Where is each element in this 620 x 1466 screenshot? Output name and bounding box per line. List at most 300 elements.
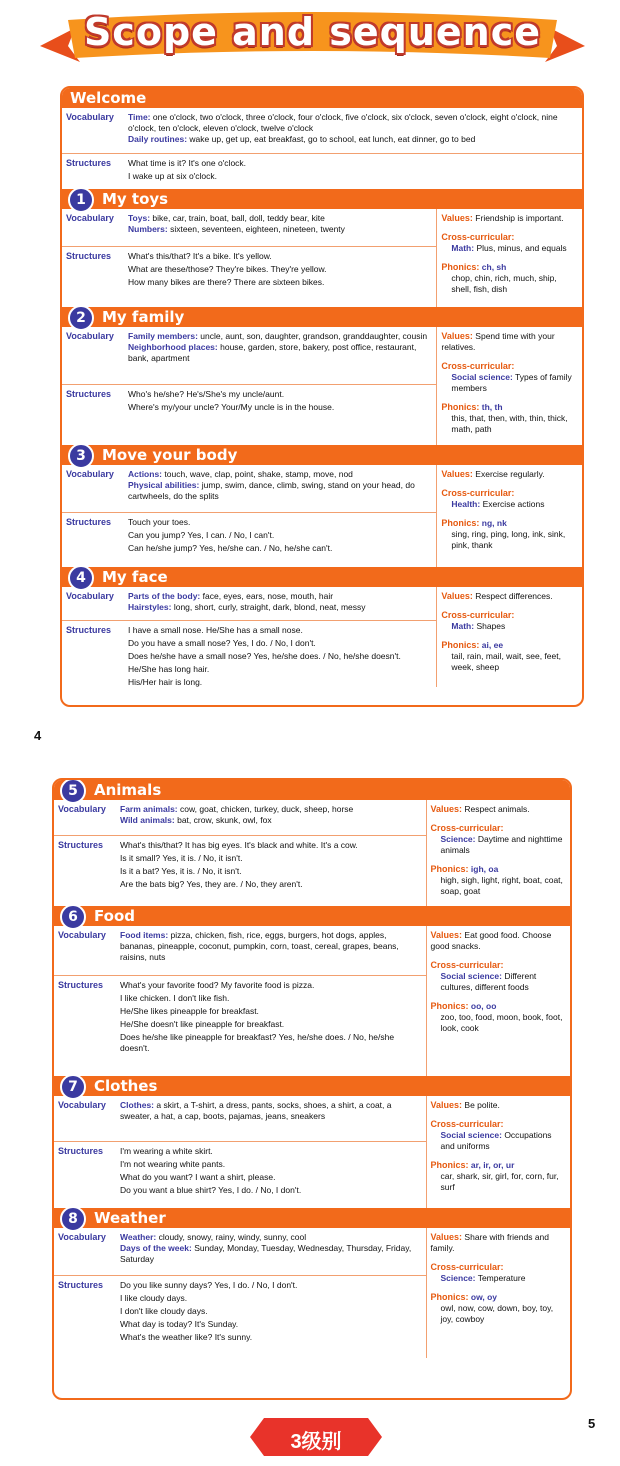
values-text: Respect differences. bbox=[475, 591, 553, 601]
values-text: Be polite. bbox=[464, 1100, 500, 1110]
vocabulary-line bbox=[120, 1243, 422, 1265]
unit-header bbox=[62, 307, 582, 327]
structures-content bbox=[128, 625, 432, 690]
structures-row bbox=[54, 1142, 426, 1203]
vocabulary-row bbox=[54, 926, 426, 976]
unit-number-badge: 1 bbox=[68, 187, 94, 213]
vocabulary-words: house, garden, store, bakery, post office, restaurant, bank, apartment bbox=[128, 342, 417, 363]
phonics-heading bbox=[441, 518, 578, 529]
phonics-sounds: ow, oy bbox=[470, 1292, 498, 1302]
cross-curricular-topic: Different cultures, different foods bbox=[440, 971, 537, 992]
structure-line: Do you want a blue shirt? Yes, I do. / No, I don't. bbox=[120, 1185, 302, 1195]
level-badge bbox=[250, 1418, 382, 1456]
vocabulary-line bbox=[128, 224, 432, 235]
unit-title: My face bbox=[102, 568, 168, 586]
cross-curricular-subject: Social science: bbox=[451, 372, 513, 382]
vocabulary-label: Vocabulary bbox=[66, 469, 114, 479]
vocabulary-words: face, eyes, ears, nose, mouth, hair bbox=[202, 591, 334, 601]
vocabulary-words: a skirt, a T-shirt, a dress, pants, socks, shoes, a shirt, a coat, a sweater, a hat, a cap, boots, pajamas, jeans, sneakers bbox=[120, 1100, 392, 1121]
vocabulary-category: Hairstyles: bbox=[128, 602, 172, 612]
vocabulary-category: Farm animals: bbox=[120, 804, 178, 814]
cross-curricular-block bbox=[431, 823, 566, 856]
vocabulary-row bbox=[54, 1096, 426, 1142]
phonics-label: Phonics: bbox=[441, 402, 480, 412]
unit-section bbox=[62, 307, 582, 445]
cross-curricular-block bbox=[441, 361, 578, 394]
vocabulary-line bbox=[128, 134, 578, 145]
vocabulary-content bbox=[128, 112, 578, 148]
unit-number-badge: 8 bbox=[60, 1206, 86, 1232]
structures-row bbox=[62, 247, 436, 295]
values-block bbox=[441, 591, 578, 602]
phonics-label: Phonics: bbox=[430, 1160, 469, 1170]
vocabulary-content bbox=[120, 1100, 422, 1136]
structure-line: He/She has long hair. bbox=[128, 664, 210, 674]
phonics-block bbox=[441, 262, 578, 295]
vocabulary-row bbox=[62, 465, 436, 513]
cross-curricular-label: Cross-curricular: bbox=[430, 823, 504, 833]
vocabulary-label: Vocabulary bbox=[66, 591, 114, 601]
unit-number-badge: 3 bbox=[68, 443, 94, 469]
unit-number-badge: 7 bbox=[60, 1074, 86, 1100]
vocabulary-line bbox=[120, 815, 422, 826]
structure-line: Does he/she like pineapple for breakfast? Yes, he/she does. / No, he/she doesn't. bbox=[120, 1032, 395, 1053]
structure-line: Is it small? Yes, it is. / No, it isn't. bbox=[120, 853, 243, 863]
vocabulary-line bbox=[128, 331, 432, 342]
structure-line: I wake up at six o'clock. bbox=[128, 171, 218, 181]
phonics-sounds: igh, oa bbox=[470, 864, 499, 874]
structures-row bbox=[62, 154, 582, 189]
cross-curricular-label: Cross-curricular: bbox=[430, 1119, 504, 1129]
structures-content bbox=[120, 980, 422, 1056]
values-block bbox=[441, 469, 578, 480]
cross-curricular-block bbox=[431, 1262, 566, 1284]
cross-curricular-subject: Math: bbox=[451, 243, 475, 253]
structures-row bbox=[54, 976, 426, 1061]
unit-header bbox=[62, 189, 582, 209]
welcome-body bbox=[62, 108, 582, 189]
structure-line: What do you want? I want a shirt, please. bbox=[120, 1172, 276, 1182]
cross-curricular-label: Cross-curricular: bbox=[430, 960, 504, 970]
vocabulary-content bbox=[120, 930, 422, 970]
vocabulary-category: Toys: bbox=[128, 213, 151, 223]
cross-curricular-topic: Temperature bbox=[477, 1273, 526, 1283]
unit-header bbox=[54, 780, 570, 800]
vocabulary-category: Actions: bbox=[128, 469, 162, 479]
unit-right-column bbox=[427, 926, 570, 1076]
phonics-words: chop, chin, rich, much, ship, shell, fish, dish bbox=[451, 273, 557, 294]
values-text: Share with friends and family. bbox=[430, 1232, 549, 1253]
cross-curricular-topic: Exercise actions bbox=[482, 499, 545, 509]
phonics-block bbox=[441, 518, 578, 551]
phonics-label: Phonics: bbox=[430, 864, 469, 874]
phonics-label: Phonics: bbox=[441, 518, 480, 528]
structure-line: Do you like sunny days? Yes, I do. / No, I don't. bbox=[120, 1280, 298, 1290]
unit-right-column bbox=[427, 800, 570, 906]
structure-line: Do you have a small nose? Yes, I do. / No, I don't. bbox=[128, 638, 316, 648]
cross-curricular-content bbox=[441, 372, 578, 394]
unit-number-badge: 6 bbox=[60, 904, 86, 930]
structure-line: I have a small nose. He/She has a small nose. bbox=[128, 625, 303, 635]
vocabulary-line bbox=[128, 591, 432, 602]
structure-line: What time is it? It's one o'clock. bbox=[128, 158, 247, 168]
vocabulary-line bbox=[128, 213, 432, 224]
values-label: Values: bbox=[441, 331, 473, 341]
phonics-words: high, sigh, light, right, boat, coat, soap, goat bbox=[440, 875, 563, 896]
unit-header bbox=[62, 567, 582, 587]
structures-label: Structures bbox=[58, 1280, 104, 1290]
vocabulary-label: Vocabulary bbox=[58, 1232, 106, 1242]
unit-left-column bbox=[54, 926, 427, 1076]
vocabulary-row bbox=[62, 108, 582, 154]
unit-header bbox=[62, 445, 582, 465]
unit-body bbox=[54, 1096, 570, 1208]
vocabulary-words: pizza, chicken, fish, rice, eggs, burgers, hot dogs, apples, bananas, pineapple, coconut, pumpkin, corn, toast, cereal, grapes, beans, raisins, nuts bbox=[120, 930, 399, 962]
structures-label: Structures bbox=[66, 251, 112, 261]
cross-curricular-topic: Types of family members bbox=[451, 372, 572, 393]
unit-section bbox=[54, 780, 570, 906]
structures-row bbox=[62, 385, 436, 420]
structure-line: What are these/those? They're bikes. They're yellow. bbox=[128, 264, 327, 274]
vocabulary-words: jump, swim, dance, climb, swing, stand on your head, do cartwheels, do the splits bbox=[128, 480, 415, 501]
vocabulary-label: Vocabulary bbox=[58, 930, 106, 940]
structures-row bbox=[54, 836, 426, 897]
structures-label: Structures bbox=[66, 158, 112, 168]
phonics-heading bbox=[441, 640, 578, 651]
vocabulary-label: Vocabulary bbox=[66, 331, 114, 341]
cross-curricular-topic: Occupations and uniforms bbox=[440, 1130, 552, 1151]
cross-curricular-subject: Science: bbox=[440, 834, 476, 844]
cross-curricular-label: Cross-curricular: bbox=[430, 1262, 504, 1272]
structure-line: I'm wearing a white skirt. bbox=[120, 1146, 213, 1156]
vocabulary-words: touch, wave, clap, point, shake, stamp, move, nod bbox=[164, 469, 353, 479]
structures-content bbox=[128, 517, 432, 556]
vocabulary-content bbox=[128, 469, 432, 507]
structures-row bbox=[62, 621, 436, 695]
unit-body bbox=[62, 209, 582, 307]
structure-line: How many bikes are there? There are sixteen bikes. bbox=[128, 277, 325, 287]
vocabulary-words: long, short, curly, straight, dark, blond, neat, messy bbox=[173, 602, 366, 612]
phonics-block bbox=[431, 1001, 566, 1034]
unit-body bbox=[54, 1228, 570, 1358]
page-title: Scope and sequence bbox=[83, 10, 542, 54]
phonics-heading bbox=[431, 1292, 566, 1303]
vocabulary-category: Time: bbox=[128, 112, 151, 122]
unit-body bbox=[62, 465, 582, 567]
vocabulary-content bbox=[128, 591, 432, 615]
structure-line: He/She likes pineapple for breakfast. bbox=[120, 1006, 259, 1016]
values-label: Values: bbox=[441, 213, 473, 223]
cross-curricular-content bbox=[431, 1273, 566, 1284]
structure-line: Does he/she have a small nose? Yes, he/she does. / No, he/she doesn't. bbox=[128, 651, 401, 661]
structures-content bbox=[120, 1146, 422, 1198]
cross-curricular-content bbox=[431, 1130, 566, 1152]
cross-curricular-subject: Math: bbox=[451, 621, 475, 631]
cross-curricular-label: Cross-curricular: bbox=[441, 610, 515, 620]
cross-curricular-content bbox=[441, 621, 578, 632]
cross-curricular-topic: Daytime and nighttime animals bbox=[440, 834, 563, 855]
unit-right-column bbox=[437, 587, 582, 687]
unit-right-column bbox=[427, 1228, 570, 1358]
vocabulary-category: Neighborhood places: bbox=[128, 342, 218, 352]
cross-curricular-block bbox=[431, 1119, 566, 1152]
structure-line: I don't like cloudy days. bbox=[120, 1306, 208, 1316]
unit-title: My toys bbox=[102, 190, 169, 208]
unit-left-column bbox=[62, 587, 437, 687]
unit-header bbox=[54, 1076, 570, 1096]
structures-row bbox=[54, 1276, 426, 1350]
unit-right-column bbox=[427, 1096, 570, 1208]
vocabulary-line bbox=[128, 602, 432, 613]
phonics-words: zoo, too, food, moon, book, foot, look, cook bbox=[440, 1012, 563, 1033]
vocabulary-label: Vocabulary bbox=[58, 804, 106, 814]
unit-header bbox=[54, 1208, 570, 1228]
values-block bbox=[431, 1232, 566, 1254]
values-block bbox=[431, 804, 566, 815]
values-label: Values: bbox=[430, 1100, 463, 1110]
vocabulary-content bbox=[128, 331, 432, 379]
vocabulary-category: Parts of the body: bbox=[128, 591, 201, 601]
vocabulary-words: bat, crow, skunk, owl, fox bbox=[177, 815, 272, 825]
vocabulary-row bbox=[62, 209, 436, 247]
unit-number-badge: 4 bbox=[68, 565, 94, 591]
unit-title: Weather bbox=[94, 1209, 166, 1227]
cross-curricular-content bbox=[441, 243, 578, 254]
unit-section bbox=[62, 189, 582, 307]
unit-section bbox=[62, 567, 582, 687]
vocabulary-category: Numbers: bbox=[128, 224, 168, 234]
structure-line: Touch your toes. bbox=[128, 517, 191, 527]
structure-line: His/Her hair is long. bbox=[128, 677, 203, 687]
vocabulary-category: Food items: bbox=[120, 930, 169, 940]
phonics-sounds: oo, oo bbox=[470, 1001, 497, 1011]
values-label: Values: bbox=[441, 469, 473, 479]
phonics-block bbox=[431, 864, 566, 897]
welcome-header: Welcome bbox=[62, 88, 582, 108]
phonics-sounds: th, th bbox=[481, 402, 503, 412]
structure-line: Can you jump? Yes, I can. / No, I can't. bbox=[128, 530, 275, 540]
phonics-label: Phonics: bbox=[441, 640, 480, 650]
structure-line: What day is today? It's Sunday. bbox=[120, 1319, 239, 1329]
unit-section bbox=[54, 906, 570, 1076]
phonics-words: this, that, then, with, thin, thick, math, path bbox=[451, 413, 568, 434]
unit-section bbox=[62, 445, 582, 567]
structure-line: Are the bats big? Yes, they are. / No, they aren't. bbox=[120, 879, 303, 889]
unit-title: Clothes bbox=[94, 1077, 158, 1095]
vocabulary-line bbox=[128, 112, 578, 134]
vocabulary-label: Vocabulary bbox=[66, 112, 114, 122]
phonics-heading bbox=[431, 1001, 566, 1012]
cross-curricular-subject: Science: bbox=[440, 1273, 476, 1283]
structures-content bbox=[128, 251, 432, 290]
level-badge-text: 3级别 bbox=[290, 1431, 342, 1453]
vocabulary-row bbox=[54, 1228, 426, 1276]
vocabulary-category: Physical abilities: bbox=[128, 480, 200, 490]
vocabulary-line bbox=[120, 1100, 422, 1122]
structure-line: Is it a bat? Yes, it is. / No, it isn't. bbox=[120, 866, 242, 876]
structures-label: Structures bbox=[58, 980, 104, 990]
vocabulary-category: Daily routines: bbox=[128, 134, 188, 144]
unit-left-column bbox=[54, 1096, 427, 1208]
unit-title: Animals bbox=[94, 781, 162, 799]
cross-curricular-content bbox=[441, 499, 578, 510]
structures-row bbox=[62, 513, 436, 561]
unit-body bbox=[62, 587, 582, 687]
vocabulary-content bbox=[120, 1232, 422, 1270]
page-number-left: 4 bbox=[34, 728, 42, 743]
phonics-label: Phonics: bbox=[441, 262, 480, 272]
title-banner bbox=[40, 6, 585, 68]
vocabulary-line bbox=[128, 342, 432, 364]
structures-content bbox=[128, 158, 578, 184]
unit-number-badge: 5 bbox=[60, 778, 86, 804]
unit-section bbox=[54, 1076, 570, 1208]
vocabulary-words: bike, car, train, boat, ball, doll, teddy bear, kite bbox=[152, 213, 325, 223]
page-number-right: 5 bbox=[588, 1416, 596, 1431]
structure-line: What's this/that? It has big eyes. It's black and white. It's a cow. bbox=[120, 840, 358, 850]
phonics-block bbox=[441, 402, 578, 435]
unit-left-column bbox=[62, 327, 437, 445]
cross-curricular-subject: Social science: bbox=[440, 971, 502, 981]
vocabulary-category: Weather: bbox=[120, 1232, 157, 1242]
structure-line: I like chicken. I don't like fish. bbox=[120, 993, 230, 1003]
phonics-words: owl, now, cow, down, boy, toy, joy, cowboy bbox=[440, 1303, 554, 1324]
cross-curricular-content bbox=[431, 971, 566, 993]
cross-curricular-subject: Health: bbox=[451, 499, 481, 509]
unit-section bbox=[54, 1208, 570, 1358]
vocabulary-content bbox=[120, 804, 422, 830]
cross-curricular-topic: Shapes bbox=[476, 621, 506, 631]
unit-title: My family bbox=[102, 308, 185, 326]
unit-number-badge: 2 bbox=[68, 305, 94, 331]
phonics-heading bbox=[431, 864, 566, 875]
cross-curricular-content bbox=[431, 834, 566, 856]
vocabulary-line bbox=[128, 469, 432, 480]
unit-title: Move your body bbox=[102, 446, 238, 464]
structures-label: Structures bbox=[58, 1146, 104, 1156]
vocabulary-content bbox=[128, 213, 432, 241]
values-label: Values: bbox=[430, 1232, 463, 1242]
structure-line: He/She doesn't like pineapple for breakfast. bbox=[120, 1019, 285, 1029]
phonics-sounds: ng, nk bbox=[481, 518, 507, 528]
cross-curricular-label: Cross-curricular: bbox=[441, 488, 515, 498]
vocabulary-category: Days of the week: bbox=[120, 1243, 192, 1253]
structures-content bbox=[120, 1280, 422, 1345]
phonics-words: car, shark, sir, girl, for, corn, fur, surf bbox=[440, 1171, 559, 1192]
unit-body bbox=[54, 800, 570, 906]
structures-label: Structures bbox=[58, 840, 104, 850]
unit-body bbox=[62, 327, 582, 445]
structure-line: Who's he/she? He's/She's my uncle/aunt. bbox=[128, 389, 285, 399]
values-block bbox=[431, 930, 566, 952]
values-label: Values: bbox=[430, 930, 463, 940]
structure-line: Can he/she jump? Yes, he/she can. / No, he/she can't. bbox=[128, 543, 333, 553]
values-block bbox=[441, 213, 578, 224]
vocabulary-line bbox=[128, 480, 432, 502]
vocabulary-words: one o'clock, two o'clock, three o'clock, four o'clock, five o'clock, six o'clock, seven o'clock, eight o'clock, nine o'clock, ten o'clock, eleven o'clock, twelve o'clock bbox=[128, 112, 558, 133]
cross-curricular-block bbox=[431, 960, 566, 993]
vocabulary-words: cow, goat, chicken, turkey, duck, sheep, horse bbox=[180, 804, 354, 814]
cross-curricular-block bbox=[441, 488, 578, 510]
structures-content bbox=[128, 389, 432, 415]
structures-content bbox=[120, 840, 422, 892]
phonics-words: sing, ring, ping, long, ink, sink, pink, thank bbox=[451, 529, 566, 550]
vocabulary-row bbox=[54, 800, 426, 836]
structure-line: I'm not wearing white pants. bbox=[120, 1159, 226, 1169]
phonics-sounds: ar, ir, or, ur bbox=[470, 1160, 515, 1170]
unit-right-column bbox=[437, 327, 582, 445]
structure-line: What's your favorite food? My favorite food is pizza. bbox=[120, 980, 315, 990]
unit-right-column bbox=[437, 209, 582, 307]
values-label: Values: bbox=[441, 591, 473, 601]
vocabulary-words: wake up, get up, eat breakfast, go to school, eat lunch, eat dinner, go to bed bbox=[189, 134, 476, 144]
values-text: Respect animals. bbox=[464, 804, 530, 814]
phonics-heading bbox=[441, 402, 578, 413]
phonics-sounds: ai, ee bbox=[481, 640, 504, 650]
welcome-section bbox=[62, 88, 582, 189]
page-right bbox=[52, 778, 572, 1400]
values-text: Spend time with your relatives. bbox=[441, 331, 555, 352]
cross-curricular-label: Cross-curricular: bbox=[441, 232, 515, 242]
values-text: Friendship is important. bbox=[475, 213, 564, 223]
phonics-label: Phonics: bbox=[430, 1292, 469, 1302]
structure-line: What's the weather like? It's sunny. bbox=[120, 1332, 253, 1342]
values-text: Eat good food. Choose good snacks. bbox=[430, 930, 552, 951]
values-block bbox=[441, 331, 578, 353]
unit-header bbox=[54, 906, 570, 926]
vocabulary-words: uncle, aunt, son, daughter, grandson, granddaughter, cousin bbox=[200, 331, 428, 341]
vocabulary-label: Vocabulary bbox=[66, 213, 114, 223]
vocabulary-row bbox=[62, 587, 436, 621]
values-block bbox=[431, 1100, 566, 1111]
structure-line: What's this/that? It's a bike. It's yellow. bbox=[128, 251, 272, 261]
phonics-sounds: ch, sh bbox=[481, 262, 507, 272]
vocabulary-line bbox=[120, 930, 422, 963]
vocabulary-words: cloudy, snowy, rainy, windy, sunny, cool bbox=[158, 1232, 307, 1242]
vocabulary-category: Clothes: bbox=[120, 1100, 154, 1110]
phonics-heading bbox=[431, 1160, 566, 1171]
cross-curricular-subject: Social science: bbox=[440, 1130, 502, 1140]
unit-body bbox=[54, 926, 570, 1076]
values-text: Exercise regularly. bbox=[475, 469, 545, 479]
unit-title: Food bbox=[94, 907, 135, 925]
vocabulary-row bbox=[62, 327, 436, 385]
vocabulary-category: Wild animals: bbox=[120, 815, 175, 825]
structure-line: I like cloudy days. bbox=[120, 1293, 188, 1303]
phonics-heading bbox=[441, 262, 578, 273]
vocabulary-line bbox=[120, 1232, 422, 1243]
unit-left-column bbox=[62, 465, 437, 567]
structures-label: Structures bbox=[66, 389, 112, 399]
structure-line: Where's my/your uncle? Your/My uncle is in the house. bbox=[128, 402, 335, 412]
vocabulary-line bbox=[120, 804, 422, 815]
values-label: Values: bbox=[430, 804, 463, 814]
vocabulary-category: Family members: bbox=[128, 331, 198, 341]
phonics-block bbox=[431, 1292, 566, 1325]
phonics-block bbox=[441, 640, 578, 673]
structures-label: Structures bbox=[66, 517, 112, 527]
structures-label: Structures bbox=[66, 625, 112, 635]
unit-left-column bbox=[54, 1228, 427, 1358]
vocabulary-words: sixteen, seventeen, eighteen, nineteen, twenty bbox=[170, 224, 345, 234]
cross-curricular-label: Cross-curricular: bbox=[441, 361, 515, 371]
unit-left-column bbox=[54, 800, 427, 906]
vocabulary-words: Sunday, Monday, Tuesday, Wednesday, Thursday, Friday, Saturday bbox=[120, 1243, 412, 1264]
cross-curricular-block bbox=[441, 610, 578, 632]
phonics-label: Phonics: bbox=[430, 1001, 469, 1011]
phonics-block bbox=[431, 1160, 566, 1193]
cross-curricular-topic: Plus, minus, and equals bbox=[476, 243, 567, 253]
